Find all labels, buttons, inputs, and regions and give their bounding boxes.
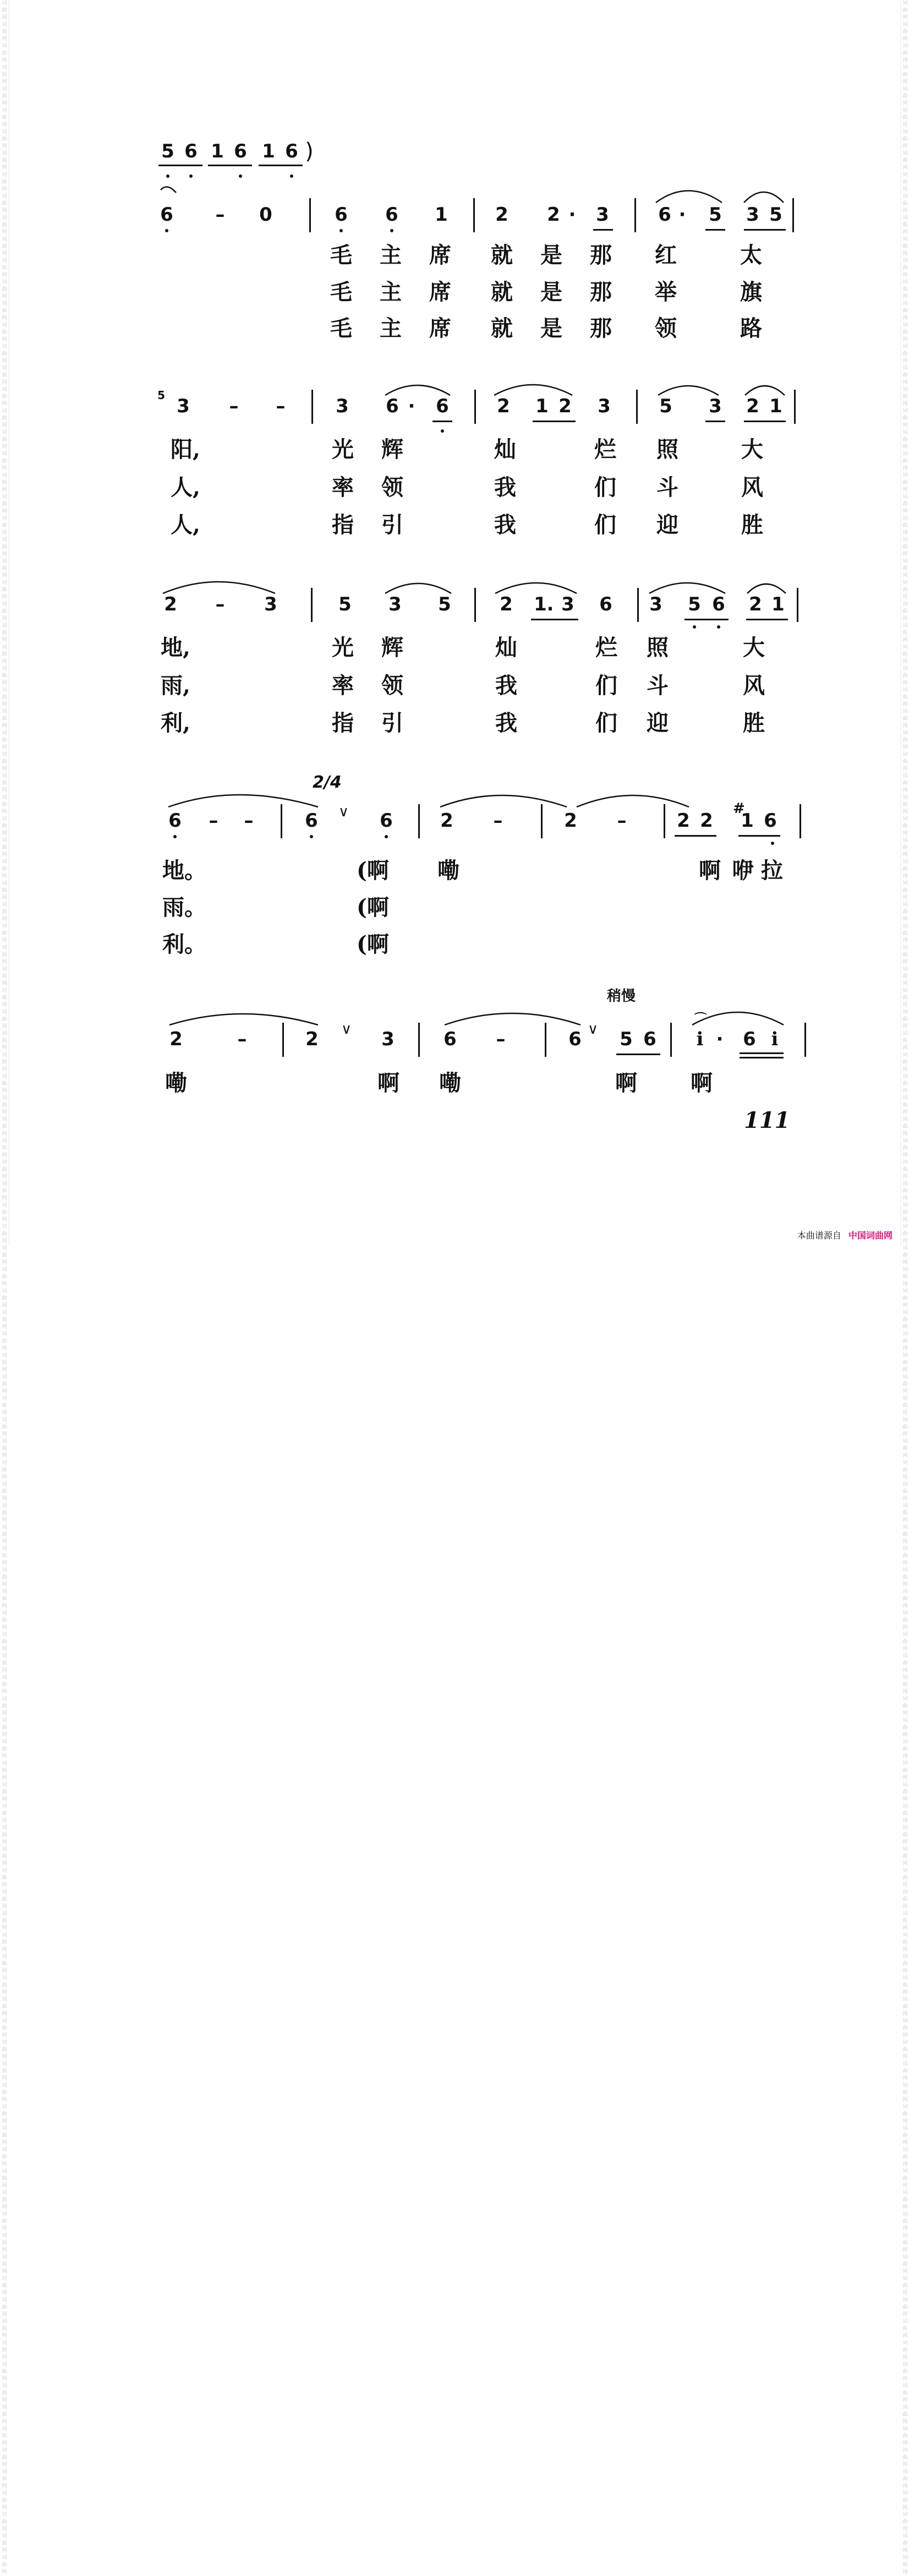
slur [440,795,567,807]
slur [445,1013,581,1025]
dash: – [617,810,627,832]
dot: · [568,204,576,226]
lyric: 迎 [647,710,669,736]
dot: · [716,1028,724,1050]
note: 5 [688,593,701,615]
low-dot [441,429,444,433]
lyric: 啊 [691,1070,713,1096]
lyric: 就 [491,242,513,268]
lyric: 们 [595,710,617,736]
underline [744,421,786,422]
slur [495,583,577,593]
dash: – [209,810,218,832]
lyric: 是 [540,242,562,268]
watermark-strip-left: 词曲网 词曲网 词曲网 词曲网 词曲网 词曲网 词曲网 词曲网 词曲网 词曲网 词曲网 词曲网 词曲网 词曲网 词曲网 词曲网 词曲网 词曲网 词曲网 词曲网 词曲网 词曲网 词曲网 词曲网 词曲网 词曲网 词曲网 词曲网 词曲网 词曲网 词曲网 词曲网 词曲网 词曲网 词曲网 词曲网 词曲网 词曲网 词曲网 词曲网 词曲网 词曲网 词曲网 词曲网 词曲网 词曲网 词曲网 词曲网 词曲网 词曲网 词曲网 词曲网 词曲网 词曲网 词曲网 词曲网 词曲网 词曲网 词曲网 词曲网 词曲网 词曲网 词曲网 词曲网 词曲网 词曲网 词曲网 词曲网 词曲网 词曲网 词曲网 词曲网 词曲网 词曲网 词曲网 词曲网 词曲网 词曲网 词曲网 词曲网 词曲网 词曲网 词曲网 词曲网 词曲网 词曲网 词曲网 词曲网 词曲网 词曲网 词曲网 词曲网 词曲网 词曲网 词曲网 词曲网 词曲网 词曲网 词曲网 词曲网 词曲网 词曲网 词曲网 词曲网 词曲网 词曲网 词曲网 词曲网 词曲网 词曲网 词曲网 词曲网 词曲网 词曲网 词曲网 词曲网 词曲网 词曲网 词曲网 词曲网 [0,0,9,1246]
slur [649,583,725,593]
lyric: 主 [380,242,402,268]
slur [168,795,318,807]
note: 3 [649,593,662,615]
slur [494,385,572,395]
lyric: 嘞 [165,1070,187,1096]
page-number: 111 [744,1107,790,1133]
note: 6 [160,204,173,226]
lyric: 雨。 [162,894,206,920]
barline [797,588,798,622]
note: 5 [338,593,352,615]
dash: – [276,395,286,417]
low-dot [189,174,193,178]
low-dot [173,835,177,838]
lyric: 是 [540,315,562,341]
underline [705,421,725,422]
barline [282,1023,284,1057]
lyric: 主 [380,315,402,341]
lyric: 辉 [381,635,403,661]
note: 3 [381,1028,395,1050]
note: 6 [712,593,725,615]
note: 2 [700,810,713,832]
note: 6 [168,810,182,832]
lyric: 大 [743,635,765,661]
low-dot [166,174,169,178]
low-dot [390,229,393,232]
underline [208,165,252,166]
note: 2 [497,395,510,417]
lyric: 嘞 [437,858,459,883]
lyric: 旗 [740,279,762,305]
lyric: 嘞 [439,1070,461,1096]
dot: · [678,204,686,226]
slur [577,795,689,807]
note: 6 [386,395,399,417]
lyric: 风 [743,673,765,698]
note: 3 [388,593,402,615]
grace-note: 5 [157,389,165,402]
lyric: 主 [380,279,402,305]
barline [474,588,476,622]
note: 2 [500,593,513,615]
note: 6 [234,140,247,162]
lyric: 路 [740,315,762,341]
barline [634,198,636,232]
lyric: 那 [590,242,612,268]
lyric: 风 [741,474,763,500]
lyric: 迎 [656,512,678,538]
note: 1 [769,395,782,417]
note: 6 [643,1028,656,1050]
low-dot [771,842,774,845]
lyric: 就 [491,315,513,341]
watermark-strip-right: 词曲网 词曲网 词曲网 词曲网 词曲网 词曲网 词曲网 词曲网 词曲网 词曲网 词曲网 词曲网 词曲网 词曲网 词曲网 词曲网 词曲网 词曲网 词曲网 词曲网 词曲网 词曲网 词曲网 词曲网 词曲网 词曲网 词曲网 词曲网 词曲网 词曲网 词曲网 词曲网 词曲网 词曲网 词曲网 词曲网 词曲网 词曲网 词曲网 词曲网 词曲网 词曲网 词曲网 词曲网 词曲网 词曲网 词曲网 词曲网 词曲网 词曲网 词曲网 词曲网 词曲网 词曲网 词曲网 词曲网 词曲网 词曲网 词曲网 词曲网 词曲网 词曲网 词曲网 词曲网 词曲网 词曲网 词曲网 词曲网 词曲网 词曲网 词曲网 词曲网 词曲网 词曲网 词曲网 词曲网 词曲网 词曲网 词曲网 词曲网 词曲网 词曲网 词曲网 词曲网 词曲网 词曲网 词曲网 词曲网 词曲网 词曲网 词曲网 词曲网 词曲网 词曲网 词曲网 词曲网 词曲网 词曲网 词曲网 词曲网 词曲网 词曲网 词曲网 词曲网 词曲网 词曲网 词曲网 词曲网 词曲网 词曲网 词曲网 词曲网 词曲网 词曲网 词曲网 词曲网 词曲网 词曲网 词曲网 词曲网 [901,0,909,1246]
slur-layer [0,0,909,1246]
lyric: 照 [647,635,669,661]
underline [744,229,786,231]
low-dot [693,625,696,629]
sharp-sign: # [733,800,745,817]
note: 6 [305,810,318,832]
underline [705,229,725,231]
barline [794,390,796,424]
note: 6 [380,810,393,832]
lyric: (啊 [357,858,389,883]
lyric: 们 [594,512,616,538]
lyric: 辉 [381,436,403,462]
note: 6 [184,140,198,162]
note: 2 [558,395,572,417]
lyric: (啊 [357,894,389,920]
note: 3 [264,593,277,615]
slur [656,191,722,203]
close-paren: ) [305,139,314,164]
note: 1 [435,204,448,226]
note: 2 [749,593,762,615]
note: 6 [335,204,348,226]
lyric: 大 [741,436,763,462]
breath-mark: ∨ [338,804,349,820]
lyric: 烂 [595,635,617,661]
barline [474,390,476,424]
lyric: 领 [381,474,403,500]
lyric: 照 [656,436,678,462]
fermata-icon: ⌒ [694,1012,707,1026]
underline [533,421,576,422]
barline [800,804,801,838]
lyric: 毛 [330,279,352,305]
slur [744,192,784,203]
barline [792,198,794,232]
dash: – [237,1028,247,1050]
lyric: 红 [655,242,677,268]
low-dot [290,174,293,178]
lyric: 举 [655,279,677,305]
lyric: 毛 [330,315,352,341]
lyric: 们 [594,474,616,500]
underline [685,619,729,620]
lyric: 烂 [594,436,616,462]
underline [259,165,303,166]
lyric: 率 [332,673,354,698]
note: 3 [596,204,609,226]
lyric: 指 [332,710,354,736]
low-dot [165,229,168,232]
underline [593,229,613,231]
note: 1 [535,395,549,417]
slur [169,1014,318,1025]
note: 5 [620,1028,633,1050]
lyric: 指 [332,512,354,538]
breath-mark: ∨ [588,1021,599,1038]
dash: – [493,810,503,832]
note: 2 [564,810,577,832]
lyric: 胜 [743,710,765,736]
lyric: 光 [332,635,354,661]
note: 5 [769,204,782,226]
note: 6 [568,1028,582,1050]
lyric: 啊 [615,1070,637,1096]
underline [531,619,578,620]
note: 5 [161,140,174,162]
slur [745,386,785,395]
barline [541,804,543,838]
slur [658,386,719,395]
dot: . [546,593,554,615]
note: 6 [443,1028,457,1050]
lyric: 利。 [162,931,206,957]
lyric: 我 [495,673,517,698]
lyric: 灿 [494,436,516,462]
note: 5 [709,204,722,226]
lyric: 领 [655,315,677,341]
lyric: 领 [381,673,403,698]
lyric: 拉 [761,858,783,883]
note: 3 [561,593,574,615]
dash: – [215,593,225,615]
lyric: 雨, [161,673,190,698]
note: 6 [743,1028,756,1050]
note: 3 [709,395,722,417]
note: 6 [285,140,298,162]
tempo-marking: 稍慢 [607,988,636,1005]
underline [740,1057,784,1058]
note: 6 [658,204,671,226]
low-dot [310,835,313,838]
lyric: 地, [161,635,190,661]
lyric: 毛 [330,242,352,268]
underline [675,835,716,837]
low-dot [717,625,720,629]
note: 2 [746,395,759,417]
lyric: 光 [332,436,354,462]
lyric: 利, [161,710,190,736]
note: i [771,1028,779,1050]
low-dot [385,835,388,838]
breath-mark: ∨ [341,1021,352,1038]
lyric: 就 [491,279,513,305]
underline [616,1054,660,1055]
barline [637,588,639,622]
note: 1 [211,140,224,162]
note: 3 [177,395,190,417]
note: 1 [741,810,754,832]
note: 2 [495,204,508,226]
note: 2 [164,593,177,615]
underline [158,165,202,166]
note: 3 [598,395,611,417]
barline [281,804,282,838]
note: 2 [547,204,560,226]
dash: – [215,204,225,226]
note: 5 [659,395,672,417]
lyric: 引 [381,710,403,736]
note: 1 [534,593,547,615]
lyric: 我 [495,710,517,736]
dash: – [244,810,254,832]
note: 2 [677,810,690,832]
lyric: 胜 [741,512,763,538]
lyric: 人, [171,474,200,500]
barline [311,588,313,622]
note: 6 [436,395,449,417]
lyric: 那 [590,279,612,305]
lyric: 啊 [699,858,721,883]
low-dot [239,174,242,178]
underline [740,1052,784,1054]
lyric: 斗 [647,673,669,698]
source-site-link[interactable]: 中国词曲网 [848,1230,892,1241]
slur [747,584,786,593]
lyric: 太 [740,242,762,268]
time-signature: 2/4 [313,773,342,792]
lyric: (啊 [357,931,389,957]
slur [385,385,450,395]
lyric: 率 [332,474,354,500]
note: 3 [746,204,759,226]
lyric: 我 [494,512,516,538]
lyric: 那 [590,315,612,341]
barline [418,1023,420,1057]
note: i [696,1028,704,1050]
slur [161,187,176,193]
barline [804,1023,806,1057]
barline [473,198,475,232]
note: 3 [336,395,349,417]
barline [636,390,638,424]
source-label: 本曲谱源自 [797,1230,841,1241]
barline [309,198,311,232]
note: 2 [169,1028,183,1050]
note: 2 [305,1028,319,1050]
note: 1 [771,593,785,615]
barline [670,1023,672,1057]
dash: – [229,395,239,417]
note: 6 [599,593,612,615]
lyric: 是 [540,279,562,305]
lyric: 们 [595,673,617,698]
note: 6 [764,810,777,832]
note: 6 [385,204,398,226]
lyric: 席 [429,242,451,268]
note: 2 [440,810,453,832]
lyric: 地。 [162,858,206,883]
lyric: 席 [429,315,451,341]
slur [163,582,275,593]
lyric: 啊 [377,1070,399,1096]
lyric: 席 [429,279,451,305]
low-dot [339,229,343,232]
barline [311,390,313,424]
lyric: 阳, [171,436,200,462]
lyric: 引 [381,512,403,538]
note: 5 [438,593,451,615]
underline [746,619,788,620]
source-footer [797,1229,892,1241]
barline [545,1023,546,1057]
lyric: 咿 [732,858,754,883]
dash: – [496,1028,506,1050]
lyric: 我 [494,474,516,500]
slur [385,583,451,593]
dot: · [408,395,415,417]
barline [418,804,420,838]
note: 1 [262,140,275,162]
lyric: 人, [171,512,200,538]
note: 0 [259,204,272,226]
lyric: 灿 [495,635,517,661]
underline [738,835,780,837]
lyric: 斗 [656,474,678,500]
underline [432,421,452,422]
barline [664,804,665,838]
